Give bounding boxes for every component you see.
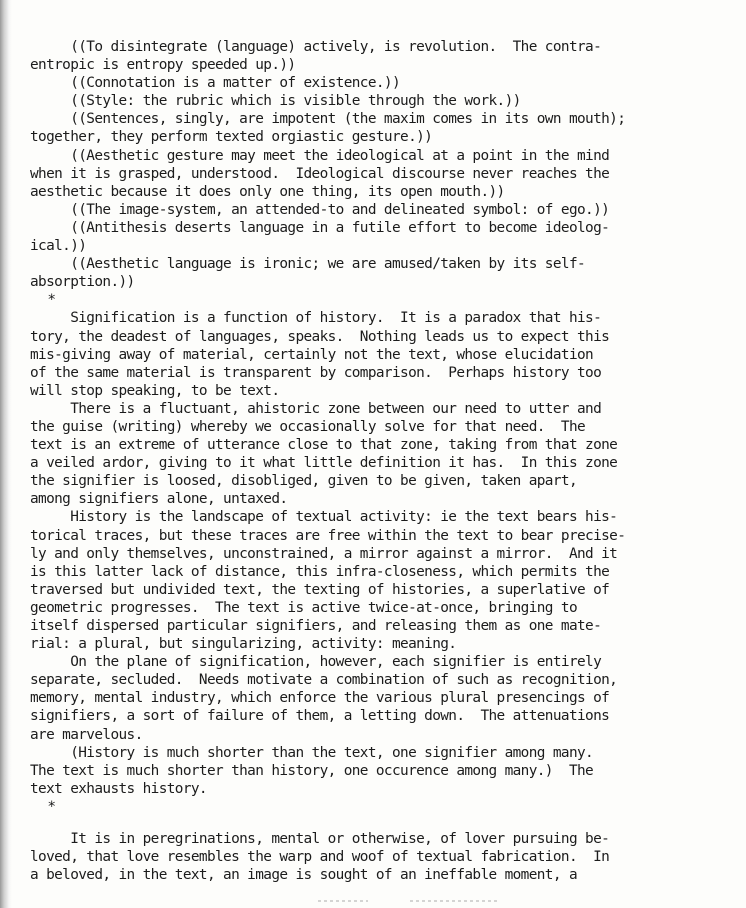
section-separator: * (30, 798, 56, 815)
text-line: absorption.)) (30, 274, 135, 291)
text-line: a beloved, in the text, an image is sought of an ineffable moment, a (30, 867, 577, 884)
text-line: entropic is entropy speeded up.)) (30, 57, 296, 74)
text-line: tory, the deadest of languages, speaks. Nothing leads us to expect this (30, 328, 610, 345)
text-line: itself dispersed particular signifiers, and releasing them as one mate- (30, 618, 602, 634)
text-line: Signification is a function of history. It is a paradox that his- (30, 310, 602, 327)
text-line: ((Sentences, singly, are impotent (the maxim comes in its own mouth); (30, 111, 626, 128)
text-line: among signifiers alone, untaxed. (30, 491, 288, 508)
text-line: On the plane of signification, however, each signifier is entirely (30, 654, 602, 671)
text-line: when it is grasped, understood. Ideological discourse never reaches the (30, 165, 610, 182)
text-line: aesthetic because it does only one thing, its open mouth.)) (30, 183, 505, 200)
text-line: mis-giving away of material, certainly not the text, whose elucidation (30, 346, 594, 363)
text-line: are marvelous. (30, 726, 143, 743)
text-line: History is the landscape of textual activity: ie the text bears his- (30, 509, 618, 526)
text-line: signifiers, a sort of failure of them, a letting down. The attenuations (30, 708, 610, 725)
text-line: geometric progresses. The text is active twice-at-once, bringing to (30, 599, 577, 616)
text-line: ((The image-system, an attended-to and delineated symbol: of ego.)) (30, 201, 610, 218)
text-line: traversed but undivided text, the texting of histories, a superlative of (30, 581, 610, 598)
text-line: is this latter lack of distance, this infra-closeness, which permits the (30, 563, 610, 580)
text-line: loved, that love resembles the warp and woof of textual fabrication. In (30, 849, 610, 866)
text-line: (History is much shorter than the text, one signifier among many. (30, 744, 594, 761)
text-line: of the same material is transparent by comparison. Perhaps history too (30, 364, 602, 381)
text-line: ical.)) (30, 238, 87, 255)
text-line: There is a fluctuant, ahistoric zone between our need to utter and (30, 400, 602, 417)
page-edge-shadow (0, 0, 12, 908)
text-line: ((Aesthetic language is ironic; we are amused/taken by its self- (30, 256, 586, 273)
section-separator: * (30, 292, 56, 309)
text-line: ((To disintegrate (language) actively, is revolution. The contra- (30, 39, 602, 55)
blank-space (30, 816, 744, 830)
text-line: a veiled ardor, giving to it what little definition it has. In this zone (30, 455, 618, 472)
scan-smudge (318, 900, 368, 902)
text-line: ((Connotation is a matter of existence.)) (30, 75, 401, 92)
text-line: ((Aesthetic gesture may meet the ideological at a point in the mind (30, 147, 610, 164)
text-line: text exhausts history. (30, 780, 207, 797)
text-line: ly and only themselves, unconstrained, a mirror against a mirror. And it (30, 545, 618, 562)
text-line: ((Antithesis deserts language in a futile effort to become ideolog- (30, 219, 610, 236)
text-line: together, they perform texted orgiastic gesture.)) (30, 129, 433, 146)
text-line: The text is much shorter than history, one occurence among many.) The (30, 762, 594, 779)
text-line: text is an extreme of utterance close to that zone, taking from that zone (30, 437, 618, 454)
text-line: rial: a plural, but singularizing, activity: meaning. (30, 636, 457, 653)
text-line: the guise (writing) whereby we occasionally solve for that need. The (30, 418, 586, 435)
text-line: torical traces, but these traces are free within the text to bear precise- (30, 527, 626, 544)
text-line: separate, secluded. Needs motivate a combination of such as recognition, (30, 672, 618, 689)
text-line: the signifier is loosed, disobliged, given to be given, taken apart, (30, 473, 577, 490)
text-line: It is in peregrinations, mental or otherwise, of lover pursuing be- (30, 831, 610, 848)
document-body (30, 38, 744, 884)
text-line: will stop speaking, to be text. (30, 382, 280, 399)
text-line: ((Style: the rubric which is visible through the work.)) (30, 93, 521, 110)
scan-smudge (410, 900, 500, 902)
text-line: memory, mental industry, which enforce the various plural presencings of (30, 690, 610, 707)
